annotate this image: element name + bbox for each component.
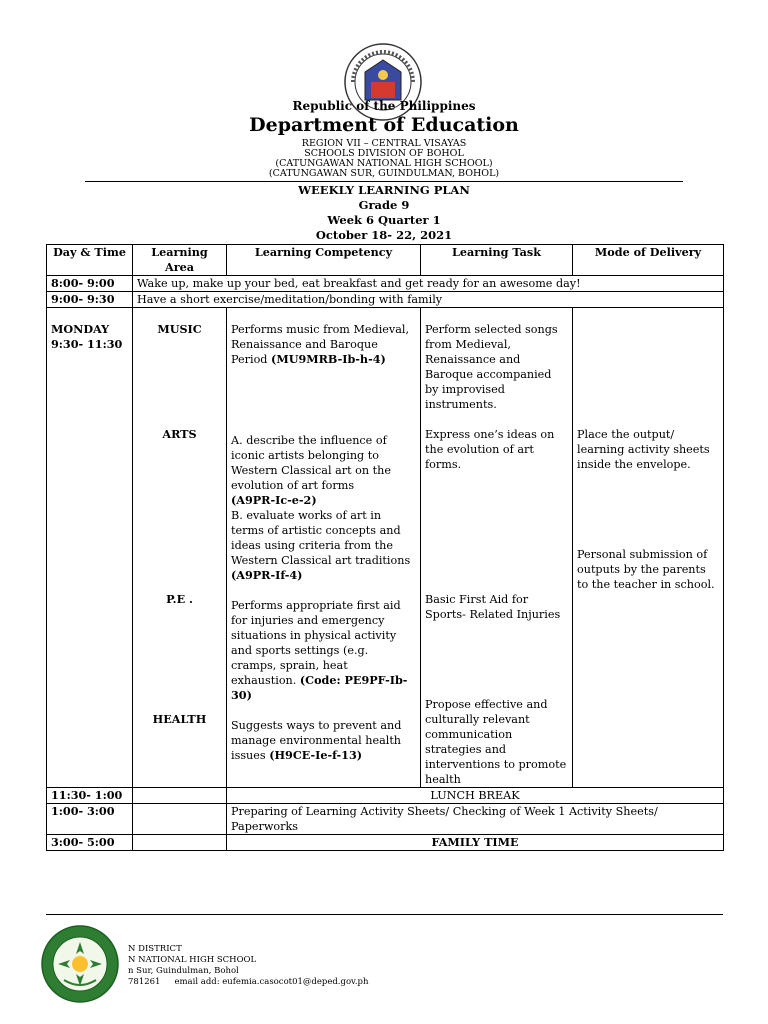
header-divider xyxy=(85,181,683,182)
family-time: FAMILY TIME xyxy=(227,835,724,851)
footer-divider xyxy=(46,914,723,915)
header-learning-competency: Learning Competency xyxy=(227,245,421,276)
row-activity: Have a short exercise/meditation/bonding with family xyxy=(133,292,724,308)
plan-week: Week 6 Quarter 1 xyxy=(327,213,441,227)
area-arts: ARTS xyxy=(162,427,197,441)
weekly-plan-table xyxy=(46,244,724,851)
header-day-time: Day & Time xyxy=(47,245,133,276)
header-mode-of-delivery: Mode of Delivery xyxy=(573,245,724,276)
row-time: 8:00- 9:00 xyxy=(47,276,133,292)
competency-pe: Performs appropriate first aid for injuries and emergency situations in physical activity and sports settings (e.g. cramps, sprain, heat exhaustion. xyxy=(231,599,401,687)
header-learning-area: Learning Area xyxy=(133,245,227,276)
school-logo xyxy=(40,924,120,1004)
row-time: 11:30- 1:00 xyxy=(47,788,133,804)
task-pe: Basic First Aid for Sports- Related Injuries xyxy=(425,593,561,621)
footer-contact xyxy=(128,977,368,987)
footer-school: N NATIONAL HIGH SCHOOL xyxy=(128,955,257,965)
learning-areas-cell xyxy=(133,308,227,788)
competency-health: Suggests ways to prevent and manage environmental health issues xyxy=(231,719,402,762)
task-music: Perform selected songs from Medieval, Renaissance and Baroque accompanied by improvised instruments. xyxy=(425,323,558,411)
task-health: Propose effective and culturally relevant communication strategies and interventions to promote health xyxy=(425,698,567,786)
task-arts: Express one’s ideas on the evolution of art forms. xyxy=(425,428,555,471)
table-row xyxy=(47,788,724,804)
department-title: Department of Education xyxy=(249,114,519,136)
footer-district: N DISTRICT xyxy=(128,944,182,954)
table-row xyxy=(47,292,724,308)
table-row xyxy=(47,835,724,851)
school-line: (CATUNGAWAN NATIONAL HIGH SCHOOL) xyxy=(275,158,493,169)
delivery-envelope: Place the output/ learning activity sheets inside the envelope. xyxy=(577,428,710,471)
address-line: (CATUNGAWAN SUR, GUINDULMAN, BOHOL) xyxy=(268,168,500,179)
republic-line: Republic of the Philippines xyxy=(292,99,476,113)
delivery-personal-submission: Personal submission of outputs by the parents to the teacher in school. xyxy=(577,548,715,591)
plan-dates: October 18- 22, 2021 xyxy=(315,228,453,242)
code-arts-b: (A9PR-If-4) xyxy=(231,568,303,582)
tasks-cell xyxy=(421,308,573,788)
division-line: SCHOOLS DIVISION OF BOHOL xyxy=(304,148,464,159)
competencies-cell xyxy=(227,308,421,788)
row-activity: Wake up, make up your bed, eat breakfast and get ready for an awesome day! xyxy=(133,276,724,292)
area-music: MUSIC xyxy=(157,322,202,336)
row-time: 9:00- 9:30 xyxy=(47,292,133,308)
code-arts-a: (A9PR-Ic-e-2) xyxy=(231,493,317,507)
code-music: (MU9MRB-Ib-h-4) xyxy=(271,352,386,366)
lunch-break: LUNCH BREAK xyxy=(227,788,724,804)
region-line: REGION VII – CENTRAL VISAYAS xyxy=(301,138,467,149)
row-activity: Preparing of Learning Activity Sheets/ Checking of Week 1 Activity Sheets/ Paperworks xyxy=(227,804,724,835)
monday-day-time: MONDAY 9:30- 11:30 xyxy=(47,308,133,788)
plan-grade: Grade 9 xyxy=(358,198,410,212)
table-row xyxy=(47,804,724,835)
monday-row xyxy=(47,308,724,788)
row-time: 3:00- 5:00 xyxy=(47,835,133,851)
header-learning-task: Learning Task xyxy=(421,245,573,276)
table-header-row xyxy=(47,245,724,276)
plan-title: WEEKLY LEARNING PLAN xyxy=(298,183,470,197)
area-health: HEALTH xyxy=(152,712,207,726)
competency-arts-a: A. describe the influence of iconic artists belonging to Western Classical art on the evolution of art forms xyxy=(231,434,391,492)
code-pe: (Code: PE9PF-Ib-30) xyxy=(231,673,408,702)
area-pe: P.E . xyxy=(166,592,193,606)
footer-address: n Sur, Guindulman, Bohol xyxy=(128,966,239,976)
row-time: 1:00- 3:00 xyxy=(47,804,133,835)
footer-email: email add: eufemia.casocot01@deped.gov.ph xyxy=(174,977,369,987)
competency-music: Performs music from Medieval, Renaissance and Baroque Period xyxy=(231,323,410,366)
competency-arts-b: B. evaluate works of art in terms of artistic concepts and ideas using criteria from the Western Classical art traditions xyxy=(231,509,411,567)
delivery-cell xyxy=(573,308,724,788)
code-health: (H9CE-Ie-f-13) xyxy=(269,748,363,762)
table-row xyxy=(47,276,724,292)
footer-phone: 781261 xyxy=(128,977,161,987)
